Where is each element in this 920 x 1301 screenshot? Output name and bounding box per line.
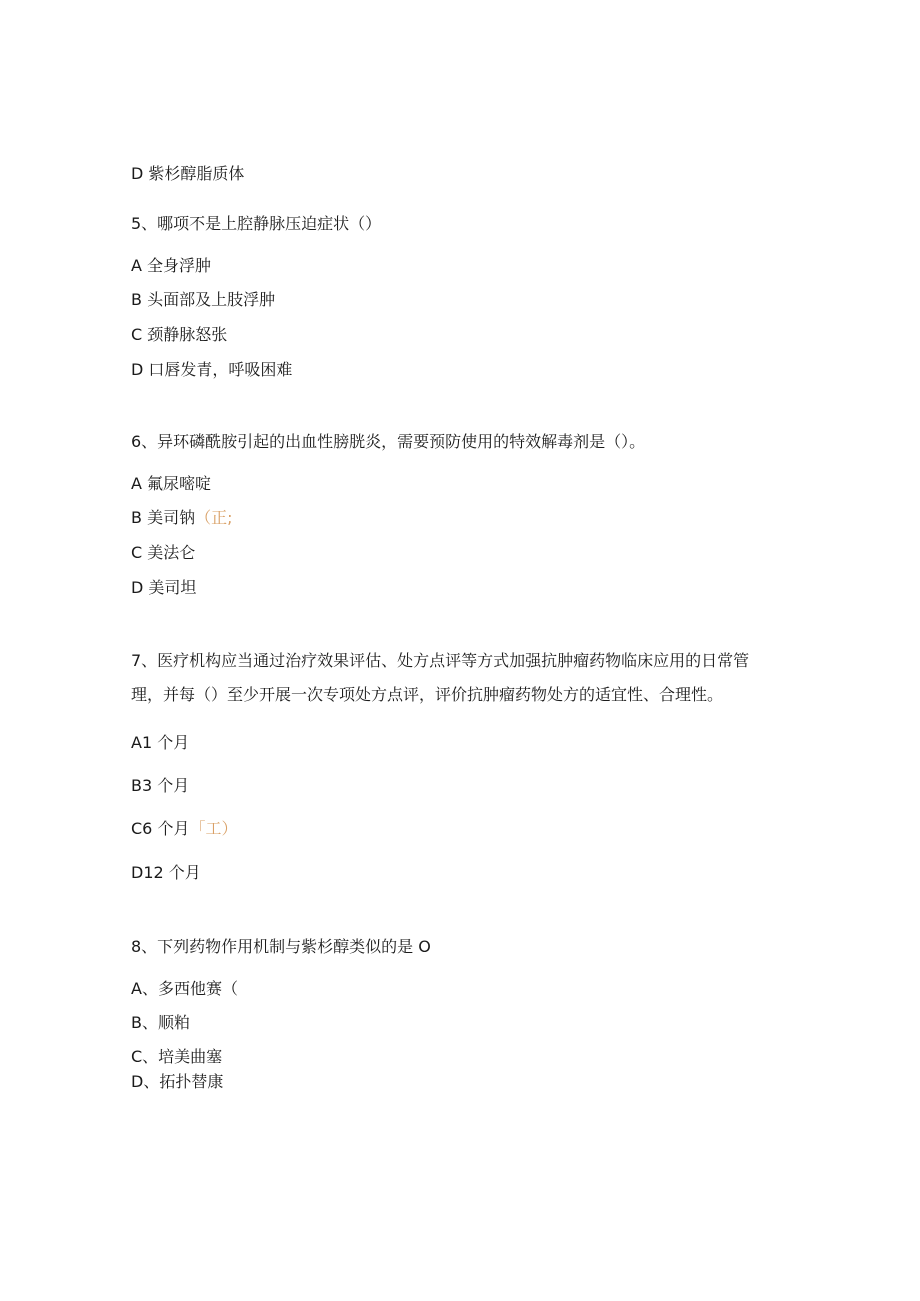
q4-option-d: D 紫杉醇脂质体	[131, 164, 245, 183]
q6-option-a: A 氟尿嘧啶	[131, 474, 212, 493]
q6-option-b: B 美司钠	[131, 508, 196, 527]
q6-answer-mark: （正;	[195, 508, 233, 527]
q7-option-a: A1 个月	[131, 733, 190, 752]
q6-stem: 6、异环磷酰胺引起的出血性膀胱炎，需要预防使用的特效解毒剂是（）。	[131, 432, 646, 451]
q8-stem: 8、下列药物作用机制与紫杉醇类似的是 O	[131, 937, 431, 956]
q8-option-d: D、拓扑替康	[131, 1072, 224, 1091]
q5-option-d: D 口唇发青，呼吸困难	[131, 360, 293, 379]
q5-option-a: A 全身浮肿	[131, 256, 212, 275]
q5-option-b: B 头面部及上肢浮肿	[131, 290, 276, 309]
q6-option-c: C 美法仑	[131, 543, 196, 562]
q8-option-b: B、顺粕	[131, 1013, 190, 1032]
q7-stem-line2: 理，并每（）至少开展一次专项处方点评，评价抗肿瘤药物处方的适宜性、合理性。	[131, 685, 724, 704]
q8-option-a: A、多西他赛（	[131, 979, 238, 998]
q6-option-d: D 美司坦	[131, 578, 197, 597]
q7-option-b: B3 个月	[131, 776, 190, 795]
q7-option-c: C6 个月	[131, 819, 190, 838]
q7-option-d: D12 个月	[131, 863, 201, 882]
q5-stem: 5、哪项不是上腔静脉压迫症状（）	[131, 214, 382, 233]
q7-answer-mark: 「工）	[189, 819, 238, 838]
q8-option-c: C、培美曲塞	[131, 1047, 223, 1066]
q7-option-c-row	[131, 819, 237, 839]
q5-option-c: C 颈静脉怒张	[131, 325, 228, 344]
q7-stem-line1: 7、医疗机构应当通过治疗效果评估、处方点评等方式加强抗肿瘤药物临床应用的日常管	[131, 651, 750, 670]
q6-option-b-row	[131, 508, 232, 528]
